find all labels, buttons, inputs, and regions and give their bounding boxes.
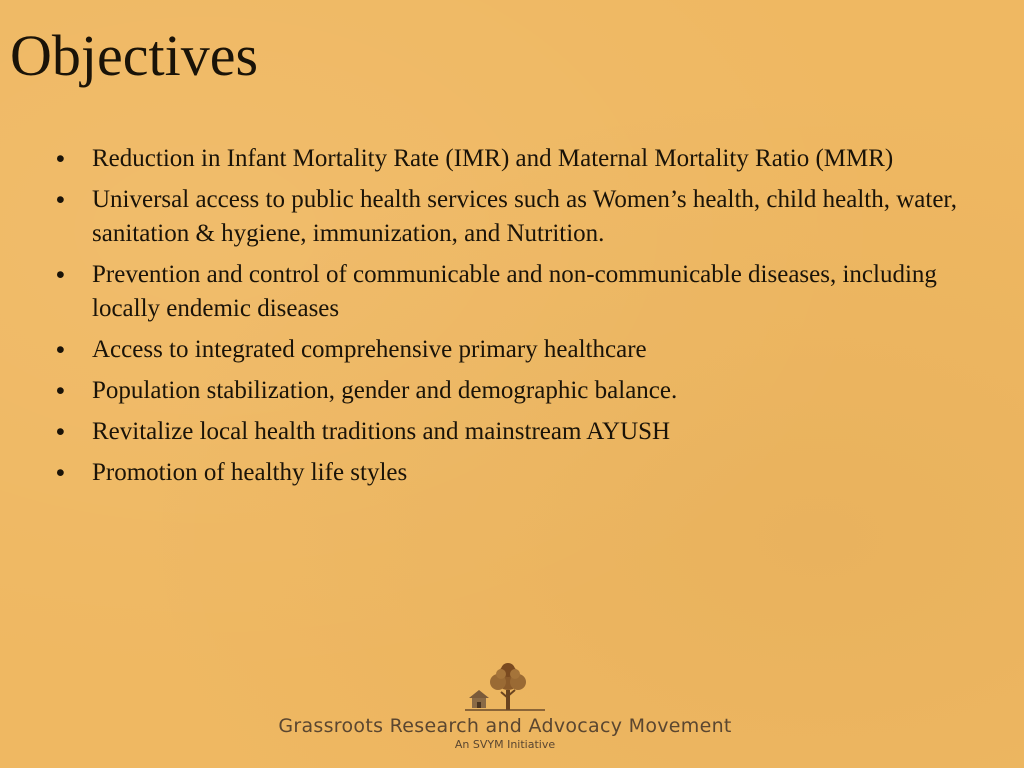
bullet-item: • Promotion of healthy life styles bbox=[56, 456, 1006, 490]
bullet-item: • Population stabilization, gender and demographic balance. bbox=[56, 374, 1006, 408]
organization-name: Grassroots Research and Advocacy Movement bbox=[278, 715, 732, 737]
organization-logo bbox=[270, 662, 740, 762]
organization-tagline: An SVYM Initiative bbox=[454, 738, 556, 751]
bullet-item: • Reduction in Infant Mortality Rate (IMR) and Maternal Mortality Ratio (MMR) bbox=[56, 142, 1006, 176]
tree-and-hut-icon bbox=[465, 662, 545, 714]
bullet-item: • Universal access to public health services such as Women’s health, child health, water, sanitation & hygiene, immunization, and Nutrition. bbox=[56, 183, 1006, 251]
objectives-list bbox=[56, 142, 1006, 497]
bullet-item: • Prevention and control of communicable and non-communicable diseases, including locally endemic diseases bbox=[56, 258, 1006, 326]
bullet-item: • Access to integrated comprehensive primary healthcare bbox=[56, 333, 1006, 367]
bullet-item: • Revitalize local health traditions and mainstream AYUSH bbox=[56, 415, 1006, 449]
slide-title: Objectives bbox=[10, 23, 259, 88]
